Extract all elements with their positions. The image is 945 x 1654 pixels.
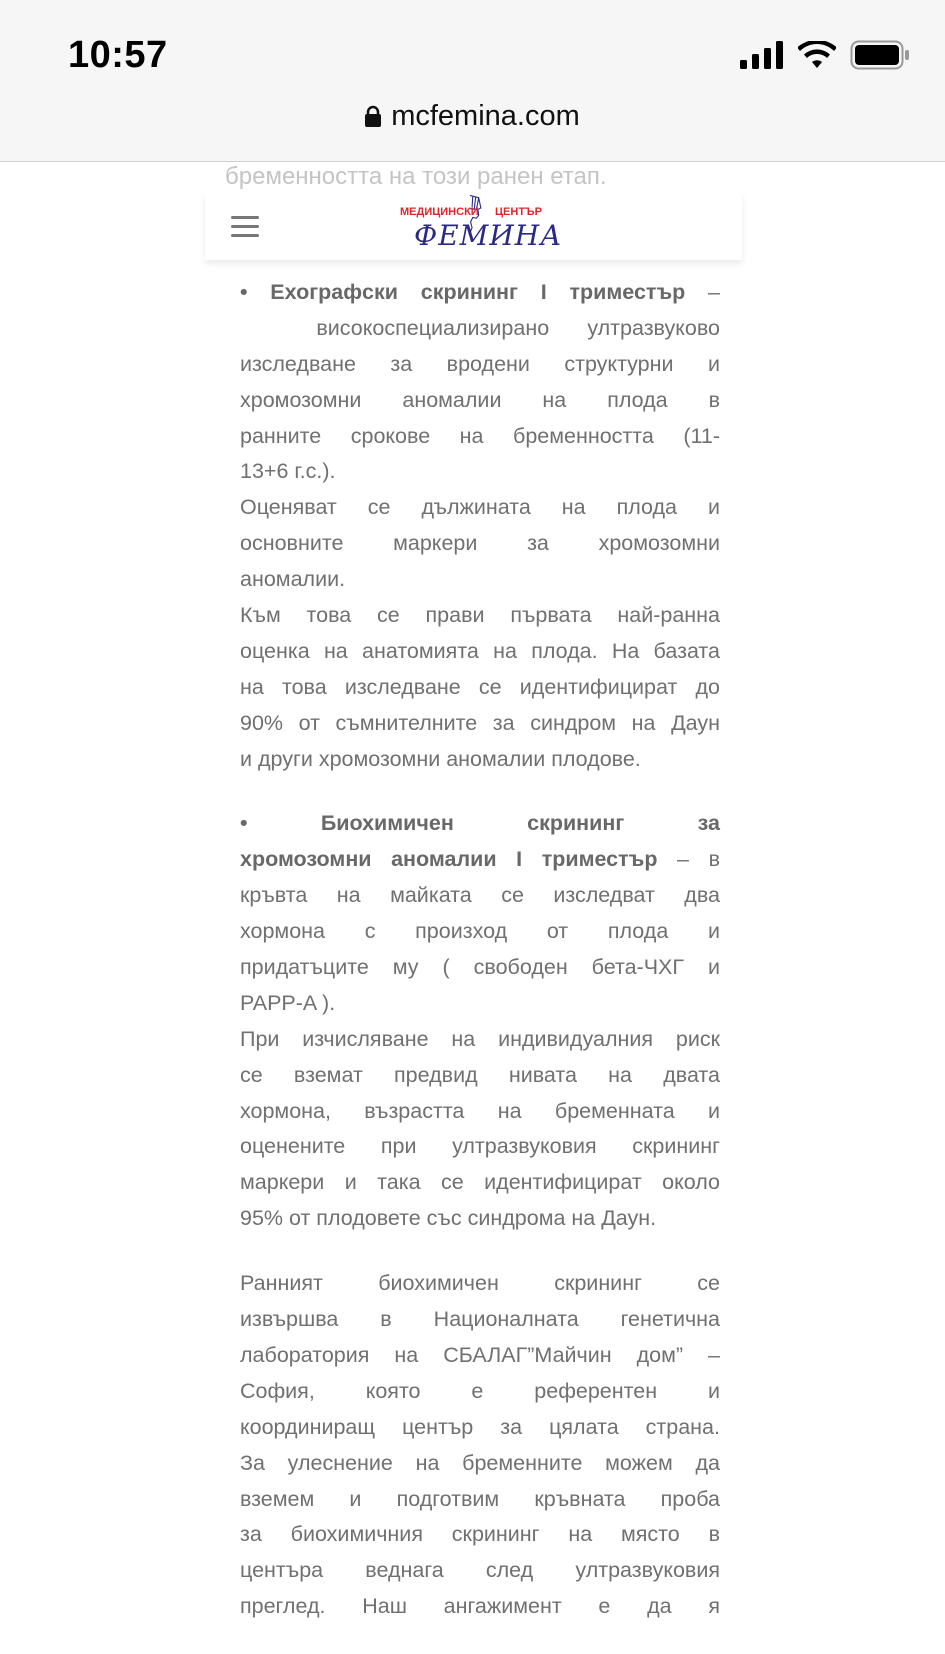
site-header: [205, 192, 742, 260]
text-line: [240, 986, 720, 1022]
text-line: [240, 454, 720, 490]
text: и други хромозомни аномалии плодове.: [240, 746, 641, 771]
text-line: [240, 311, 720, 347]
logo-text-left: МЕДИЦИНСКИ: [400, 206, 479, 218]
text-line: [240, 1410, 720, 1446]
text: придатъците му ( свободен бета-ЧХГ и: [240, 955, 720, 980]
text: за биохимичния скрининг на място в: [240, 1522, 720, 1547]
text: координиращ център за цялата страна.: [240, 1414, 720, 1439]
text: ранните срокове на бременността (11-: [240, 423, 720, 448]
text: хормона с произход от плода и: [240, 919, 720, 944]
text-line: [240, 1094, 720, 1130]
battery-icon: [850, 40, 910, 70]
scrolled-text-behind-header: бременността на този ранен етап.: [225, 163, 607, 190]
text-line: [240, 347, 720, 383]
text: лаборатория на СБАЛАГ”Майчин дом” –: [240, 1342, 720, 1367]
text-line: [240, 806, 720, 842]
text: извършва в Националната генетична: [240, 1307, 720, 1332]
text: високоспециализирано ултразвуково: [240, 315, 720, 340]
text-line: [240, 1446, 720, 1482]
text-line: [240, 383, 720, 419]
text: аномалии.: [240, 567, 346, 592]
text-line: [240, 1022, 720, 1058]
text: преглед. Наш ангажимент е да я: [240, 1594, 720, 1619]
lock-icon: [365, 105, 381, 127]
text-line: [240, 419, 720, 455]
logo-text-right: ЦЕНТЪР: [495, 206, 542, 218]
text-line: [240, 1165, 720, 1201]
paragraph: [240, 806, 720, 1237]
bold-text: • Ехографски скрининг I триместър: [240, 280, 686, 304]
text-line: [240, 842, 720, 878]
browser-status-bar: [0, 0, 945, 162]
text: оценените при ултразвуковия скрининг: [240, 1134, 720, 1159]
text: 13+6 г.с.).: [240, 459, 336, 484]
text-line: [240, 878, 720, 914]
text: Към това се прави първата най-ранна: [240, 603, 720, 628]
text: вземем и подготвим кръвната проба: [240, 1486, 720, 1511]
text-line: [240, 1517, 720, 1553]
text: Ранният биохимичен скрининг се: [240, 1271, 720, 1296]
text-line: [240, 1589, 720, 1625]
bold-text: • Биохимичен скрининг за: [240, 811, 720, 836]
text-line: [240, 1374, 720, 1410]
text: 90% от съмнителните за синдром на Даун: [240, 710, 720, 735]
text: хормона, възрастта на бременната и: [240, 1098, 720, 1123]
paragraph: [240, 1266, 720, 1625]
text-line: [240, 1129, 720, 1165]
text: хромозомни аномалии на плода в: [240, 387, 720, 412]
text-line: [240, 1482, 720, 1518]
text-line: [240, 1338, 720, 1374]
wifi-icon: [798, 41, 836, 69]
text: оценка на анатомията на плода. На базата: [240, 638, 720, 663]
clock: 10:57: [68, 34, 168, 76]
text: на това изследване се идентифицират до: [240, 674, 720, 699]
text-line: [240, 1201, 720, 1237]
text: – в: [657, 847, 720, 872]
address-bar[interactable]: [0, 100, 945, 133]
site-logo[interactable]: [400, 194, 563, 258]
text-line: [240, 1266, 720, 1302]
text: При изчисляване на индивидуалния риск: [240, 1026, 720, 1051]
text: Оценяват се дължината на плода и: [240, 495, 720, 520]
text-line: [240, 562, 720, 598]
text-line: [240, 670, 720, 706]
text: центъра веднага след ултразвуковия: [240, 1558, 720, 1583]
text: 95% от плодовете със синдрома на Даун.: [240, 1206, 657, 1231]
bold-text: хромозомни аномалии I триместър: [240, 847, 658, 872]
text-line: [240, 1058, 720, 1094]
text: маркери и така се идентифицират около: [240, 1170, 720, 1195]
text-line: [240, 950, 720, 986]
text-line: [240, 634, 720, 670]
logo-wordmark: ФЕМИНА: [414, 219, 563, 252]
text: –: [685, 280, 720, 304]
text-line: [240, 526, 720, 562]
signal-icon: [740, 41, 784, 69]
text: се вземат предвид нивата на двата: [240, 1062, 720, 1087]
text: кръвта на майката се изследват два: [240, 883, 720, 908]
text-line: [240, 490, 720, 526]
text-line: [240, 275, 720, 311]
text: За улеснение на бременните можем да: [240, 1450, 720, 1475]
url-text: mcfemina.com: [391, 100, 580, 132]
text-line: [240, 742, 720, 778]
paragraph: [240, 275, 720, 777]
text-line: [240, 1553, 720, 1589]
article-content: [240, 275, 720, 1654]
text-line: [240, 914, 720, 950]
text: основните маркери за хромозомни: [240, 531, 720, 556]
text: PAPP-A ).: [240, 990, 336, 1015]
text: София, която е референтен и: [240, 1378, 720, 1403]
text-line: [240, 1302, 720, 1338]
text: изследване за вродени структурни и: [240, 351, 720, 376]
menu-hamburger-icon[interactable]: [231, 216, 259, 238]
text-line: [240, 706, 720, 742]
system-icons: [740, 40, 910, 70]
text-line: [240, 598, 720, 634]
